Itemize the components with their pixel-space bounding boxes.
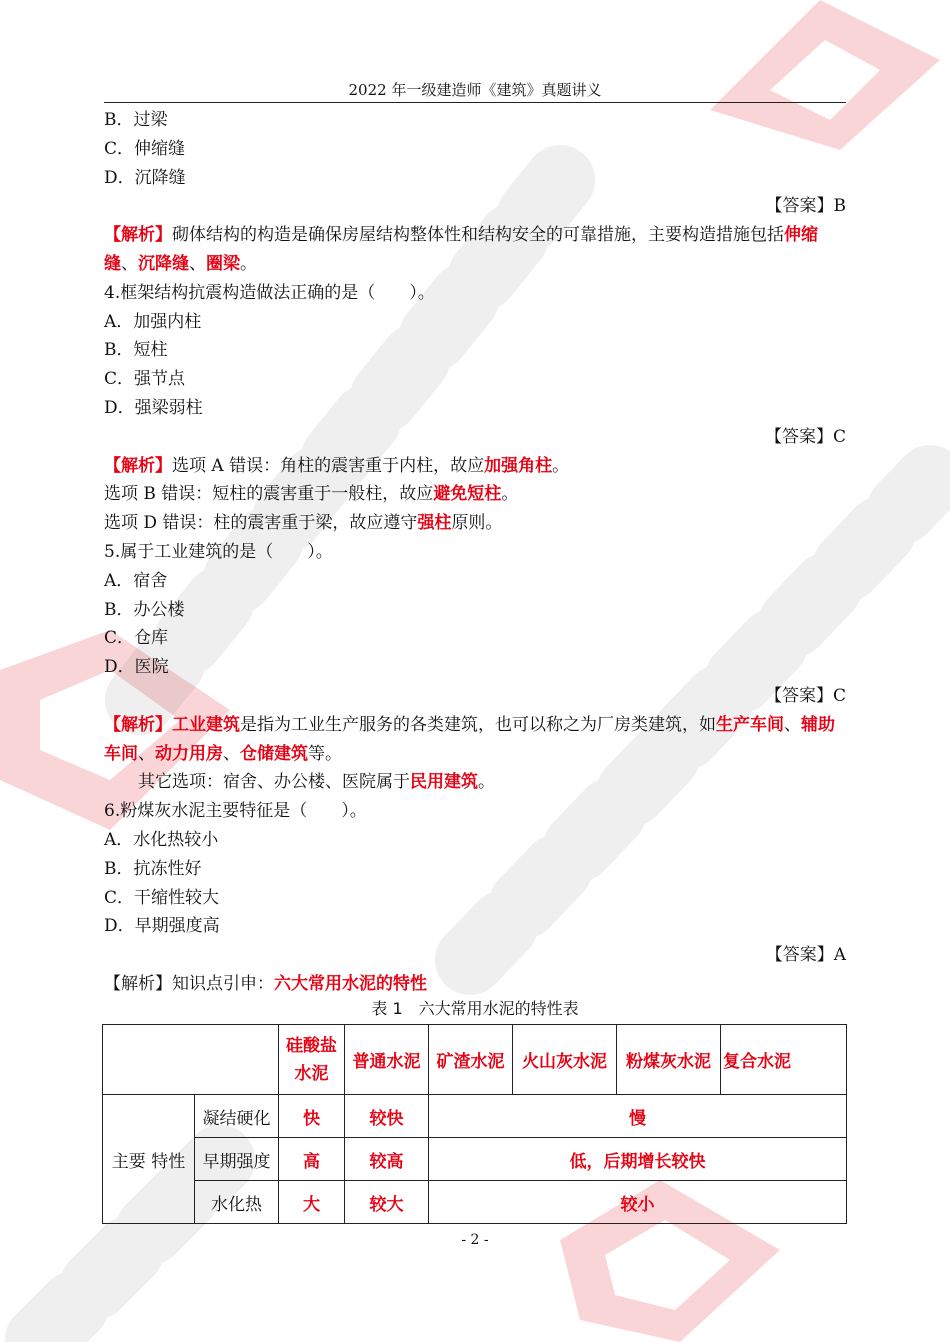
text-line: [104, 308, 846, 337]
table-cell: 较小: [429, 1181, 847, 1224]
text-run: B．办公楼: [104, 599, 185, 620]
highlight-text: 工业建筑: [172, 714, 240, 735]
highlight-text: 【解析】: [104, 714, 172, 735]
table-caption: 表 1 六大常用水泥的特性表: [371, 999, 579, 1018]
text-run: 、: [223, 743, 240, 764]
highlight-text: 【解析】: [104, 225, 172, 246]
highlight-text: 六大常用水泥的特性: [274, 973, 427, 994]
text-run: 【答案】C: [764, 426, 846, 447]
table-row: [103, 1095, 847, 1138]
table-cell: 较高: [345, 1138, 429, 1181]
text-run: C．强节点: [104, 369, 186, 390]
table-header-row: [103, 1025, 847, 1095]
text-run: C．伸缩缝: [104, 138, 186, 159]
column-header: 矿渣水泥: [429, 1025, 513, 1095]
column-header: 火山灰水泥: [513, 1025, 617, 1095]
text-line: [104, 711, 846, 769]
highlight-text: 伸缩缝: [104, 225, 818, 274]
text-run: D．医院: [104, 657, 169, 678]
text-run: 。: [478, 772, 495, 793]
row-label: 水化热: [195, 1181, 279, 1224]
text-run: 、: [121, 253, 138, 274]
row-label: 凝结硬化: [195, 1095, 279, 1138]
text-run: B．抗冻性好: [104, 858, 202, 879]
text-line: [104, 596, 846, 625]
highlight-text: 动力用房: [155, 743, 223, 764]
text-run: 【答案】A: [765, 945, 846, 966]
text-line: [104, 365, 846, 394]
text-line: [104, 912, 846, 941]
page-header: 2022 年一级建造师《建筑》真题讲义: [104, 78, 846, 103]
highlight-text: 仓储建筑: [240, 743, 308, 764]
highlight-text: 避免短柱: [433, 484, 502, 505]
answer-line: [104, 941, 846, 970]
column-header: 硅酸盐水泥: [279, 1025, 345, 1095]
text-line: [104, 826, 846, 855]
text-line: [104, 336, 846, 365]
text-run: 4.框架结构抗震构造做法正确的是（ ）。: [104, 282, 435, 303]
text-run: 5.属于工业建筑的是（ ）。: [104, 541, 333, 562]
text-line: [104, 538, 846, 567]
table-corner-cell: [103, 1025, 279, 1095]
text-run: 其它选项：宿舍、办公楼、医院属于: [138, 772, 410, 793]
text-run: 。: [552, 455, 570, 476]
answer-line: [104, 423, 846, 452]
answer-line: [104, 192, 846, 221]
text-run: 【解析】: [104, 973, 172, 994]
text-run: 【答案】B: [765, 196, 846, 217]
text-run: A．宿舍: [104, 570, 168, 591]
text-line: [104, 855, 846, 884]
highlight-text: 生产车间: [716, 714, 784, 735]
text-line: [104, 279, 846, 308]
highlight-text: 沉降缝: [138, 253, 189, 274]
text-run: 。: [240, 253, 257, 274]
table-row: [103, 1138, 847, 1181]
text-line: [104, 480, 846, 509]
text-run: D．强梁弱柱: [104, 397, 203, 418]
text-line: [104, 884, 846, 913]
row-label: 早期强度: [195, 1138, 279, 1181]
highlight-text: 加强角柱: [484, 455, 553, 476]
text-run: B．过梁: [104, 110, 168, 130]
column-header: 复合水泥: [721, 1025, 847, 1095]
text-run: 选项 B 错误：短柱的震害重于一般柱，故应: [104, 484, 434, 505]
text-run: A．水化热较小: [104, 829, 219, 850]
table-row: [103, 1181, 847, 1224]
answer-line: [104, 682, 846, 711]
table-cell: 慢: [429, 1095, 847, 1138]
table-cell: 较大: [345, 1181, 429, 1224]
text-run: A．加强内柱: [104, 311, 202, 332]
text-run: C．仓库: [104, 628, 169, 649]
column-header: 粉煤灰水泥: [617, 1025, 721, 1095]
text-line: [104, 797, 846, 826]
text-line: [104, 624, 846, 653]
text-run: 【答案】C: [764, 685, 846, 706]
text-run: B．短柱: [104, 340, 168, 361]
text-run: 6.粉煤灰水泥主要特征是（ ）。: [104, 801, 367, 822]
text-run: 。: [501, 484, 519, 505]
text-line: [104, 135, 846, 164]
highlight-text: 辅助车间: [104, 714, 835, 764]
text-line: [104, 394, 846, 423]
text-run: 选项 D 错误：柱的震害重于梁，故应遵守: [104, 513, 418, 534]
text-run: 、: [784, 714, 801, 735]
text-run: D．沉降缝: [104, 167, 186, 188]
text-run: D．早期强度高: [104, 916, 220, 937]
text-run: 选项 A 错误：角柱的震害重于内柱，故应: [172, 455, 485, 476]
text-line: [104, 768, 846, 797]
text-line: [104, 970, 846, 999]
document-body: [104, 106, 846, 999]
row-group-label: 主要 特性: [103, 1095, 195, 1224]
table-cell: 高: [279, 1138, 345, 1181]
text-run: 、: [189, 253, 206, 274]
text-line: [104, 221, 846, 279]
text-run: 知识点引申：: [172, 973, 274, 994]
text-line: [104, 164, 846, 193]
text-run: 是指为工业生产服务的各类建筑，也可以称之为厂房类建筑，如: [240, 714, 716, 735]
table-cell: 快: [279, 1095, 345, 1138]
highlight-text: 圈梁: [206, 253, 240, 274]
text-line: [104, 452, 846, 481]
cement-properties-table: [102, 1024, 847, 1224]
text-run: C．干缩性较大: [104, 887, 220, 908]
highlight-text: 强柱: [417, 513, 452, 534]
highlight-text: 【解析】: [104, 455, 172, 476]
table-cell: 大: [279, 1181, 345, 1224]
table-cell: 低，后期增长较快: [429, 1138, 847, 1181]
highlight-text: 民用建筑: [410, 772, 478, 793]
column-header: 普通水泥: [345, 1025, 429, 1095]
text-run: 等。: [308, 743, 342, 764]
text-run: 、: [138, 743, 155, 764]
text-line: [104, 106, 846, 135]
page-number: - 2 -: [461, 1232, 489, 1248]
table-cell: 较快: [345, 1095, 429, 1138]
text-run: 原则。: [451, 513, 503, 534]
text-run: 砌体结构的构造是确保房屋结构整体性和结构安全的可靠措施，主要构造措施包括: [172, 225, 784, 246]
text-line: [104, 567, 846, 596]
text-line: [104, 653, 846, 682]
text-line: [104, 509, 846, 538]
